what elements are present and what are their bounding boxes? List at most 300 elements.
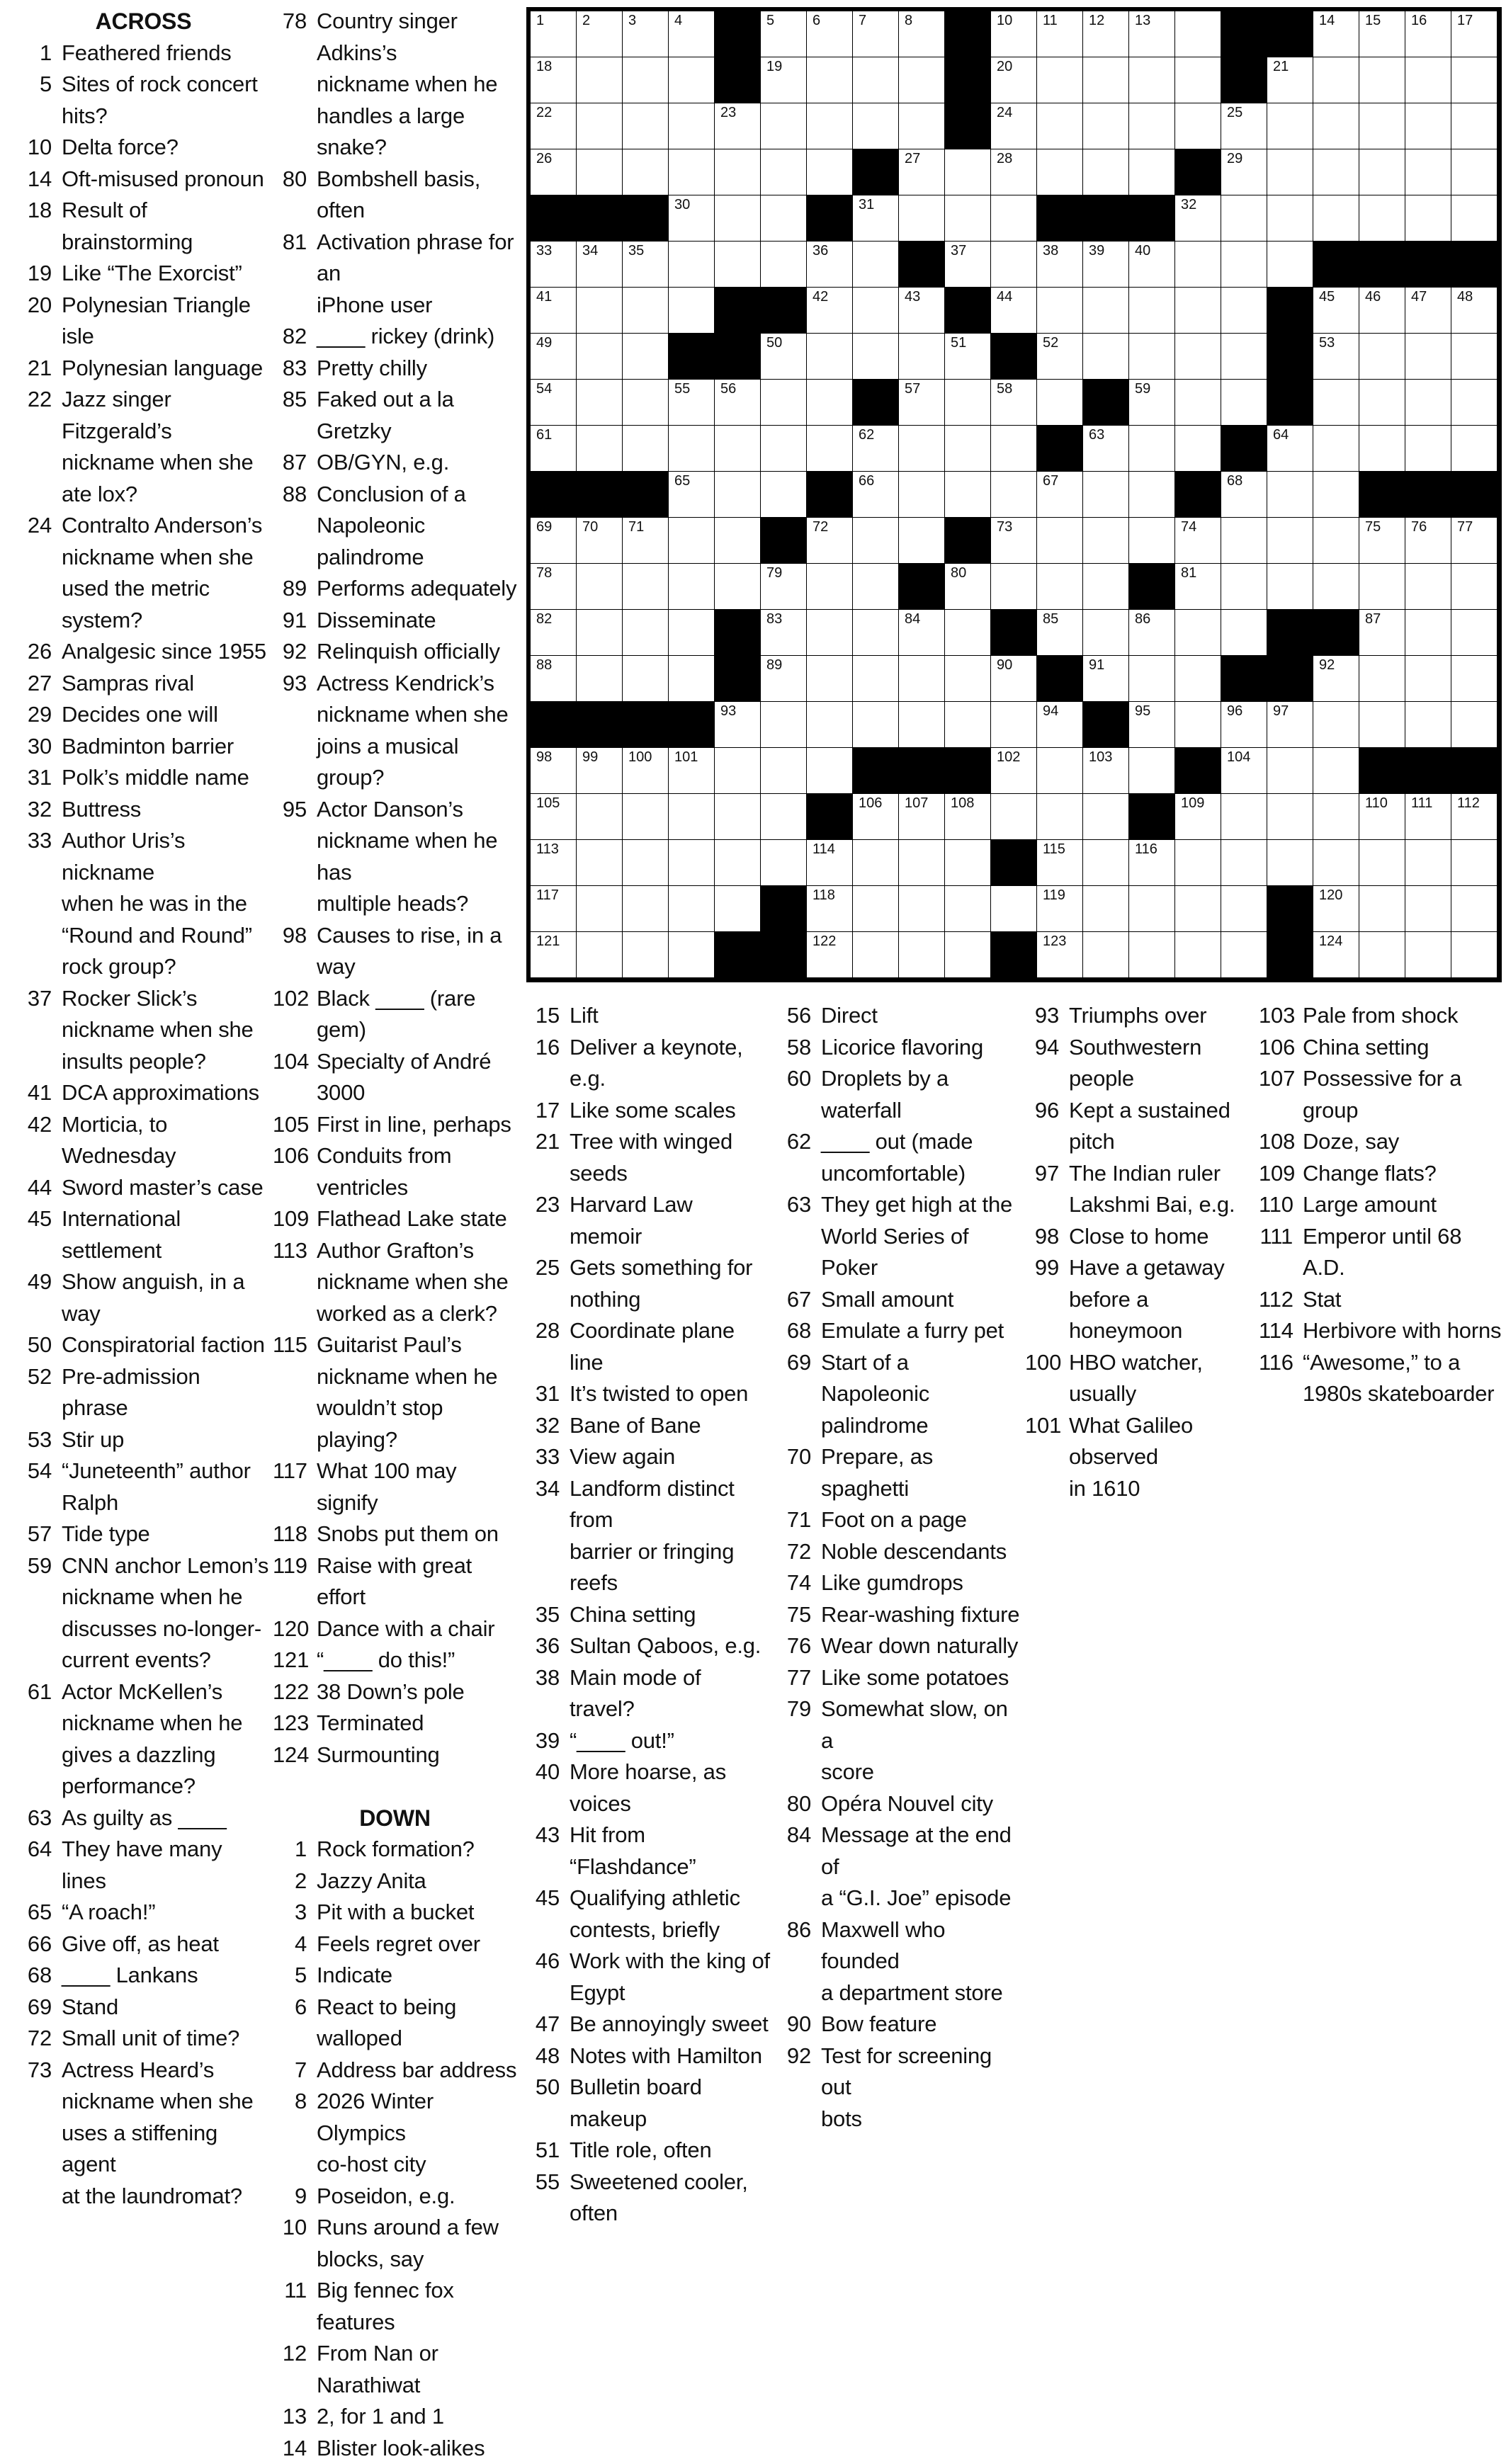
grid-cell[interactable] (991, 380, 1036, 425)
grid-cell[interactable] (1451, 840, 1497, 885)
grid-cell[interactable] (807, 748, 852, 793)
grid-cell[interactable] (1359, 103, 1405, 149)
grid-cell[interactable] (899, 518, 944, 563)
across-clue[interactable] (273, 1518, 517, 1550)
grid-cell[interactable] (531, 564, 576, 609)
grid-cell[interactable] (577, 57, 622, 103)
grid-cell[interactable] (1175, 656, 1221, 701)
down-clue[interactable] (273, 2338, 517, 2401)
grid-cell[interactable] (1129, 242, 1174, 287)
grid-cell[interactable] (761, 242, 806, 287)
grid-cell[interactable] (1175, 242, 1221, 287)
grid-cell[interactable] (1129, 288, 1174, 333)
down-clue[interactable] (273, 2055, 517, 2087)
grid-cell[interactable] (1083, 426, 1128, 471)
down-clue[interactable] (273, 1929, 517, 1960)
grid-cell[interactable] (1267, 472, 1313, 517)
grid-cell[interactable] (1083, 656, 1128, 701)
down-clue[interactable] (1259, 1000, 1503, 1032)
grid-cell[interactable] (991, 518, 1036, 563)
grid-cell[interactable] (1037, 610, 1082, 655)
down-clue[interactable] (526, 1189, 770, 1252)
down-clue[interactable] (273, 2401, 517, 2433)
grid-cell[interactable] (1359, 334, 1405, 379)
grid-cell[interactable] (1267, 702, 1313, 747)
grid-cell[interactable] (991, 103, 1036, 149)
grid-cell[interactable] (715, 794, 760, 839)
grid-cell[interactable] (623, 380, 668, 425)
grid-cell[interactable] (945, 242, 990, 287)
grid-cell[interactable] (991, 472, 1036, 517)
down-clue[interactable] (1025, 1032, 1259, 1095)
grid-cell[interactable] (1221, 748, 1267, 793)
grid-cell[interactable] (531, 57, 576, 103)
grid-cell[interactable] (899, 426, 944, 471)
across-clue[interactable] (18, 1929, 269, 1960)
grid-cell[interactable] (761, 103, 806, 149)
down-clue[interactable] (273, 1866, 517, 1897)
grid-cell[interactable] (1221, 794, 1267, 839)
grid-cell[interactable] (1129, 380, 1174, 425)
grid-cell[interactable] (1221, 242, 1267, 287)
across-clue[interactable] (18, 1172, 269, 1204)
grid-cell[interactable] (1037, 288, 1082, 333)
grid-cell[interactable] (1037, 380, 1082, 425)
grid-cell[interactable] (1313, 426, 1359, 471)
grid-cell[interactable] (1405, 195, 1451, 241)
down-clue[interactable] (777, 2040, 1021, 2135)
across-clue[interactable] (273, 1550, 517, 1613)
grid-cell[interactable] (853, 610, 898, 655)
grid-cell[interactable] (623, 242, 668, 287)
grid-cell[interactable] (899, 103, 944, 149)
across-clue[interactable] (18, 384, 269, 510)
down-clue[interactable] (526, 1378, 770, 1410)
grid-cell[interactable] (531, 380, 576, 425)
grid-cell[interactable] (1083, 794, 1128, 839)
across-clue[interactable] (18, 164, 269, 195)
grid-cell[interactable] (1175, 886, 1221, 931)
grid-cell[interactable] (715, 564, 760, 609)
grid-cell[interactable] (991, 748, 1036, 793)
grid-cell[interactable] (577, 564, 622, 609)
grid-cell[interactable] (1313, 11, 1359, 57)
grid-cell[interactable] (807, 426, 852, 471)
grid-cell[interactable] (1083, 886, 1128, 931)
grid-cell[interactable] (531, 149, 576, 195)
grid-cell[interactable] (623, 610, 668, 655)
down-clue[interactable] (526, 1473, 770, 1599)
grid-cell[interactable] (1451, 288, 1497, 333)
grid-cell[interactable] (1221, 288, 1267, 333)
grid-cell[interactable] (669, 610, 714, 655)
grid-cell[interactable] (1451, 57, 1497, 103)
down-clue[interactable] (777, 1032, 1021, 1064)
down-clue[interactable] (1259, 1126, 1503, 1158)
grid-cell[interactable] (1037, 242, 1082, 287)
grid-cell[interactable] (623, 932, 668, 977)
grid-cell[interactable] (1267, 57, 1313, 103)
grid-cell[interactable] (899, 932, 944, 977)
grid-cell[interactable] (1221, 149, 1267, 195)
grid-cell[interactable] (761, 840, 806, 885)
down-clue[interactable] (777, 1284, 1021, 1316)
across-clue[interactable] (18, 1550, 269, 1676)
grid-cell[interactable] (853, 564, 898, 609)
grid-cell[interactable] (669, 794, 714, 839)
grid-cell[interactable] (1359, 702, 1405, 747)
grid-cell[interactable] (1451, 610, 1497, 655)
grid-cell[interactable] (1175, 288, 1221, 333)
across-clue[interactable] (18, 983, 269, 1078)
across-clue[interactable] (273, 1109, 517, 1141)
down-clue[interactable] (526, 2072, 770, 2135)
grid-cell[interactable] (853, 794, 898, 839)
grid-cell[interactable] (1129, 932, 1174, 977)
grid-cell[interactable] (853, 518, 898, 563)
grid-cell[interactable] (1359, 656, 1405, 701)
grid-cell[interactable] (991, 426, 1036, 471)
grid-cell[interactable] (531, 11, 576, 57)
grid-cell[interactable] (1405, 380, 1451, 425)
grid-cell[interactable] (853, 11, 898, 57)
across-clue[interactable] (273, 573, 517, 605)
grid-cell[interactable] (577, 288, 622, 333)
grid-cell[interactable] (899, 380, 944, 425)
grid-cell[interactable] (1175, 564, 1221, 609)
across-clue[interactable] (18, 1455, 269, 1518)
grid-cell[interactable] (1129, 610, 1174, 655)
grid-cell[interactable] (1083, 564, 1128, 609)
grid-cell[interactable] (715, 748, 760, 793)
grid-cell[interactable] (623, 57, 668, 103)
grid-cell[interactable] (1221, 840, 1267, 885)
grid-cell[interactable] (669, 748, 714, 793)
down-clue[interactable] (526, 1315, 770, 1378)
grid-cell[interactable] (899, 288, 944, 333)
down-clue[interactable] (1259, 1315, 1503, 1347)
down-clue[interactable] (1259, 1189, 1503, 1221)
across-clue[interactable] (273, 321, 517, 353)
down-clue[interactable] (777, 1504, 1021, 1536)
down-clue[interactable] (777, 1063, 1021, 1126)
grid-cell[interactable] (1129, 748, 1174, 793)
grid-cell[interactable] (669, 288, 714, 333)
grid-cell[interactable] (899, 195, 944, 241)
across-clue[interactable] (273, 1455, 517, 1518)
down-clue[interactable] (526, 1819, 770, 1883)
grid-cell[interactable] (1083, 11, 1128, 57)
grid-cell[interactable] (945, 656, 990, 701)
grid-cell[interactable] (1221, 702, 1267, 747)
across-clue[interactable] (18, 2055, 269, 2213)
grid-cell[interactable] (1313, 656, 1359, 701)
grid-cell[interactable] (1405, 886, 1451, 931)
across-clue[interactable] (18, 731, 269, 763)
grid-cell[interactable] (761, 610, 806, 655)
grid-cell[interactable] (807, 518, 852, 563)
grid-cell[interactable] (1083, 334, 1128, 379)
grid-cell[interactable] (1359, 11, 1405, 57)
across-clue[interactable] (18, 636, 269, 668)
across-clue[interactable] (18, 699, 269, 731)
down-clue[interactable] (273, 1992, 517, 2055)
grid-cell[interactable] (991, 195, 1036, 241)
grid-cell[interactable] (1405, 11, 1451, 57)
grid-cell[interactable] (715, 472, 760, 517)
grid-cell[interactable] (577, 242, 622, 287)
across-clue[interactable] (273, 479, 517, 574)
down-clue[interactable] (1025, 1252, 1259, 1347)
down-clue[interactable] (777, 1347, 1021, 1442)
grid-cell[interactable] (1313, 380, 1359, 425)
grid-cell[interactable] (1083, 57, 1128, 103)
grid-cell[interactable] (1451, 334, 1497, 379)
grid-cell[interactable] (853, 702, 898, 747)
down-clue[interactable] (1259, 1158, 1503, 1190)
grid-cell[interactable] (1313, 288, 1359, 333)
grid-cell[interactable] (1221, 195, 1267, 241)
down-clue[interactable] (273, 2275, 517, 2338)
grid-cell[interactable] (1359, 518, 1405, 563)
grid-cell[interactable] (1451, 149, 1497, 195)
grid-cell[interactable] (853, 57, 898, 103)
down-clue[interactable] (1259, 1347, 1503, 1410)
grid-cell[interactable] (991, 242, 1036, 287)
grid-cell[interactable] (1129, 11, 1174, 57)
grid-cell[interactable] (1175, 840, 1221, 885)
grid-cell[interactable] (991, 149, 1036, 195)
across-clue[interactable] (273, 227, 517, 322)
down-clue[interactable] (273, 2181, 517, 2213)
across-clue[interactable] (18, 69, 269, 132)
grid-cell[interactable] (991, 11, 1036, 57)
grid-cell[interactable] (1129, 702, 1174, 747)
down-clue[interactable] (1259, 1284, 1503, 1316)
down-clue[interactable] (273, 2212, 517, 2275)
grid-cell[interactable] (1083, 242, 1128, 287)
down-clue[interactable] (777, 1662, 1021, 1694)
grid-cell[interactable] (669, 886, 714, 931)
grid-cell[interactable] (577, 748, 622, 793)
grid-cell[interactable] (1129, 886, 1174, 931)
grid-cell[interactable] (1405, 932, 1451, 977)
grid-cell[interactable] (945, 702, 990, 747)
across-clue[interactable] (18, 38, 269, 69)
grid-cell[interactable] (1405, 840, 1451, 885)
down-clue[interactable] (777, 1315, 1021, 1347)
grid-cell[interactable] (761, 794, 806, 839)
grid-cell[interactable] (853, 103, 898, 149)
grid-cell[interactable] (577, 610, 622, 655)
grid-cell[interactable] (1221, 564, 1267, 609)
grid-cell[interactable] (853, 840, 898, 885)
grid-cell[interactable] (807, 149, 852, 195)
grid-cell[interactable] (1267, 564, 1313, 609)
grid-cell[interactable] (1359, 149, 1405, 195)
grid-cell[interactable] (577, 518, 622, 563)
grid-cell[interactable] (577, 149, 622, 195)
grid-cell[interactable] (1083, 149, 1128, 195)
across-clue[interactable] (273, 1235, 517, 1330)
grid-cell[interactable] (669, 564, 714, 609)
down-clue[interactable] (777, 1599, 1021, 1631)
across-clue[interactable] (273, 1645, 517, 1676)
grid-cell[interactable] (623, 334, 668, 379)
grid-cell[interactable] (945, 840, 990, 885)
grid-cell[interactable] (1083, 748, 1128, 793)
grid-cell[interactable] (715, 242, 760, 287)
grid-cell[interactable] (807, 564, 852, 609)
grid-cell[interactable] (531, 288, 576, 333)
down-clue[interactable] (1025, 1347, 1259, 1410)
across-clue[interactable] (18, 1329, 269, 1361)
grid-cell[interactable] (807, 334, 852, 379)
across-clue[interactable] (18, 132, 269, 164)
down-clue[interactable] (526, 1883, 770, 1946)
grid-cell[interactable] (1083, 103, 1128, 149)
grid-cell[interactable] (623, 518, 668, 563)
grid-cell[interactable] (761, 472, 806, 517)
across-clue[interactable] (18, 290, 269, 353)
across-clue[interactable] (273, 1046, 517, 1109)
grid-cell[interactable] (1451, 656, 1497, 701)
grid-cell[interactable] (1267, 426, 1313, 471)
across-clue[interactable] (18, 195, 269, 258)
across-clue[interactable] (18, 1992, 269, 2023)
grid-cell[interactable] (577, 886, 622, 931)
down-clue[interactable] (777, 1441, 1021, 1504)
grid-cell[interactable] (899, 57, 944, 103)
across-clue[interactable] (18, 1960, 269, 1992)
grid-cell[interactable] (1451, 932, 1497, 977)
down-clue[interactable] (273, 1897, 517, 1929)
across-clue[interactable] (18, 794, 269, 826)
down-clue[interactable] (526, 2135, 770, 2167)
grid-cell[interactable] (1405, 149, 1451, 195)
across-clue[interactable] (273, 668, 517, 794)
across-clue[interactable] (273, 983, 517, 1046)
grid-cell[interactable] (853, 472, 898, 517)
grid-cell[interactable] (1267, 748, 1313, 793)
grid-cell[interactable] (1037, 472, 1082, 517)
grid-cell[interactable] (807, 380, 852, 425)
grid-cell[interactable] (531, 794, 576, 839)
grid-cell[interactable] (1405, 103, 1451, 149)
across-clue[interactable] (273, 384, 517, 447)
grid-cell[interactable] (899, 886, 944, 931)
grid-cell[interactable] (1405, 702, 1451, 747)
across-clue[interactable] (18, 1834, 269, 1897)
grid-cell[interactable] (1359, 195, 1405, 241)
grid-cell[interactable] (945, 794, 990, 839)
grid-cell[interactable] (623, 886, 668, 931)
across-clue[interactable] (18, 1203, 269, 1266)
grid-cell[interactable] (1313, 149, 1359, 195)
grid-cell[interactable] (899, 11, 944, 57)
down-clue[interactable] (526, 1630, 770, 1662)
grid-cell[interactable] (623, 11, 668, 57)
grid-cell[interactable] (715, 886, 760, 931)
across-clue[interactable] (18, 1676, 269, 1802)
down-clue[interactable] (526, 2167, 770, 2230)
grid-cell[interactable] (1037, 932, 1082, 977)
grid-cell[interactable] (669, 380, 714, 425)
grid-cell[interactable] (1405, 794, 1451, 839)
grid-cell[interactable] (1451, 886, 1497, 931)
grid-cell[interactable] (807, 11, 852, 57)
grid-cell[interactable] (531, 748, 576, 793)
down-clue[interactable] (777, 1000, 1021, 1032)
grid-cell[interactable] (577, 932, 622, 977)
grid-cell[interactable] (991, 57, 1036, 103)
grid-cell[interactable] (1451, 103, 1497, 149)
grid-cell[interactable] (945, 426, 990, 471)
grid-cell[interactable] (761, 426, 806, 471)
grid-cell[interactable] (715, 149, 760, 195)
grid-cell[interactable] (1313, 103, 1359, 149)
grid-cell[interactable] (577, 426, 622, 471)
across-clue[interactable] (273, 6, 517, 164)
grid-cell[interactable] (715, 518, 760, 563)
grid-cell[interactable] (1267, 195, 1313, 241)
grid-cell[interactable] (1175, 610, 1221, 655)
down-clue[interactable] (526, 1756, 770, 1819)
grid-cell[interactable] (761, 564, 806, 609)
grid-cell[interactable] (1359, 426, 1405, 471)
down-clue[interactable] (777, 1693, 1021, 1788)
across-clue[interactable] (273, 1739, 517, 1771)
grid-cell[interactable] (715, 380, 760, 425)
grid-cell[interactable] (531, 886, 576, 931)
grid-cell[interactable] (1359, 57, 1405, 103)
down-clue[interactable] (1025, 1221, 1259, 1253)
grid-cell[interactable] (531, 610, 576, 655)
across-clue[interactable] (18, 258, 269, 290)
grid-cell[interactable] (1083, 518, 1128, 563)
grid-cell[interactable] (1313, 794, 1359, 839)
grid-cell[interactable] (1359, 610, 1405, 655)
down-clue[interactable] (777, 1819, 1021, 1914)
grid-cell[interactable] (807, 288, 852, 333)
across-clue[interactable] (18, 2023, 269, 2055)
grid-cell[interactable] (1359, 886, 1405, 931)
down-clue[interactable] (777, 1914, 1021, 2009)
across-clue[interactable] (18, 668, 269, 700)
grid-cell[interactable] (1175, 334, 1221, 379)
grid-cell[interactable] (1451, 702, 1497, 747)
grid-cell[interactable] (1175, 57, 1221, 103)
down-clue[interactable] (777, 1189, 1021, 1284)
grid-cell[interactable] (1405, 610, 1451, 655)
down-clue[interactable] (777, 1788, 1021, 1820)
grid-cell[interactable] (577, 11, 622, 57)
grid-cell[interactable] (945, 472, 990, 517)
across-clue[interactable] (18, 762, 269, 794)
across-clue[interactable] (18, 1361, 269, 1424)
grid-cell[interactable] (669, 242, 714, 287)
grid-cell[interactable] (807, 656, 852, 701)
grid-cell[interactable] (945, 610, 990, 655)
grid-cell[interactable] (1359, 840, 1405, 885)
grid-cell[interactable] (1267, 840, 1313, 885)
down-clue[interactable] (273, 2433, 517, 2464)
grid-cell[interactable] (1313, 334, 1359, 379)
grid-cell[interactable] (1267, 518, 1313, 563)
across-clue[interactable] (273, 920, 517, 983)
grid-cell[interactable] (1405, 426, 1451, 471)
grid-cell[interactable] (761, 149, 806, 195)
